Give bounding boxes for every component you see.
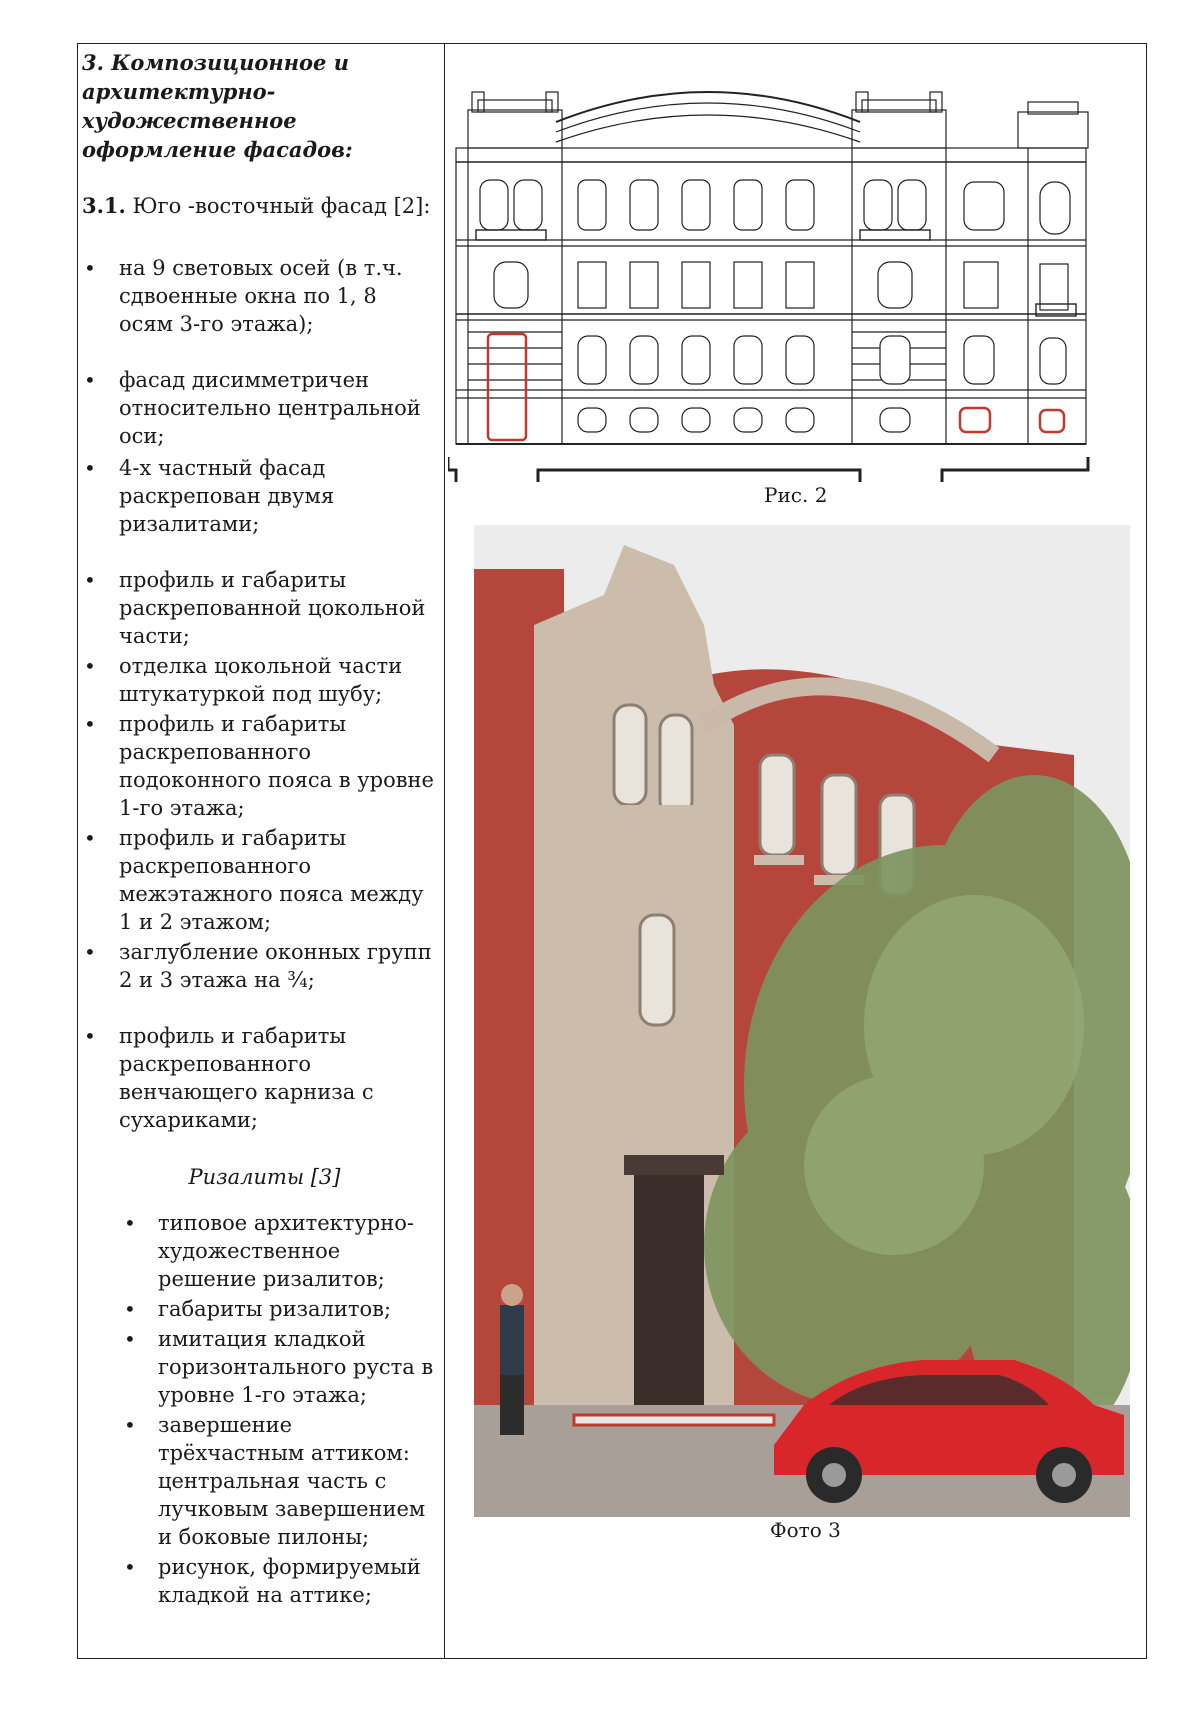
list-item: • отделка цокольной части штукатуркой под шубу; [82, 652, 437, 708]
facade-drawing [448, 52, 1124, 482]
list-item: • на 9 световых осей (в т.ч. сдвоенные окна по 1, 8 осям 3-го этажа); [82, 254, 437, 338]
list-item: • профиль и габариты раскрепованной цокольной части; [82, 566, 437, 650]
list-item: • типовое архитектурно-художественное решение ризалитов; [82, 1209, 437, 1293]
risalit-list [82, 1209, 437, 1609]
list-item: • заглубление оконных групп 2 и 3 этажа на ¾; [82, 938, 437, 994]
left-column [82, 48, 437, 1609]
subsection-text: Юго -восточный фасад [2]: [125, 194, 431, 218]
list-item: • профиль и габариты раскрепованного подоконного пояса в уровне 1-го этажа; [82, 710, 437, 822]
list-item: • имитация кладкой горизонтального руста в уровне 1-го этажа; [82, 1325, 437, 1409]
building-photo [474, 525, 1130, 1517]
list-item: • профиль и габариты раскрепованного межэтажного пояса между 1 и 2 этажом; [82, 824, 437, 936]
subsection-heading [82, 192, 437, 220]
photo-caption: Фото 3 [770, 1518, 841, 1542]
list-item: • 4-х частный фасад раскрепован двумя ризалитами; [82, 454, 437, 538]
risalits-title: Ризалиты [3] [188, 1165, 341, 1189]
list-item: • фасад дисимметричен относительно центральной оси; [82, 366, 437, 450]
drawing-caption: Рис. 2 [764, 483, 828, 507]
column-divider [444, 43, 445, 1659]
list-item: • габариты ризалитов; [82, 1295, 437, 1323]
list-item: • профиль и габариты раскрепованного венчающего карниза с сухариками; [82, 1022, 437, 1134]
facade-list [82, 254, 437, 1134]
list-item: • завершение трёхчастным аттиком: центральная часть с лучковым завершением и боковые пилоны; [82, 1411, 437, 1551]
subsection-number: 3.1. [82, 193, 126, 218]
section-title: 3. Композиционное и архитектурно-художественное оформление фасадов: [82, 50, 353, 162]
list-item: • рисунок, формируемый кладкой на аттике; [82, 1553, 437, 1609]
